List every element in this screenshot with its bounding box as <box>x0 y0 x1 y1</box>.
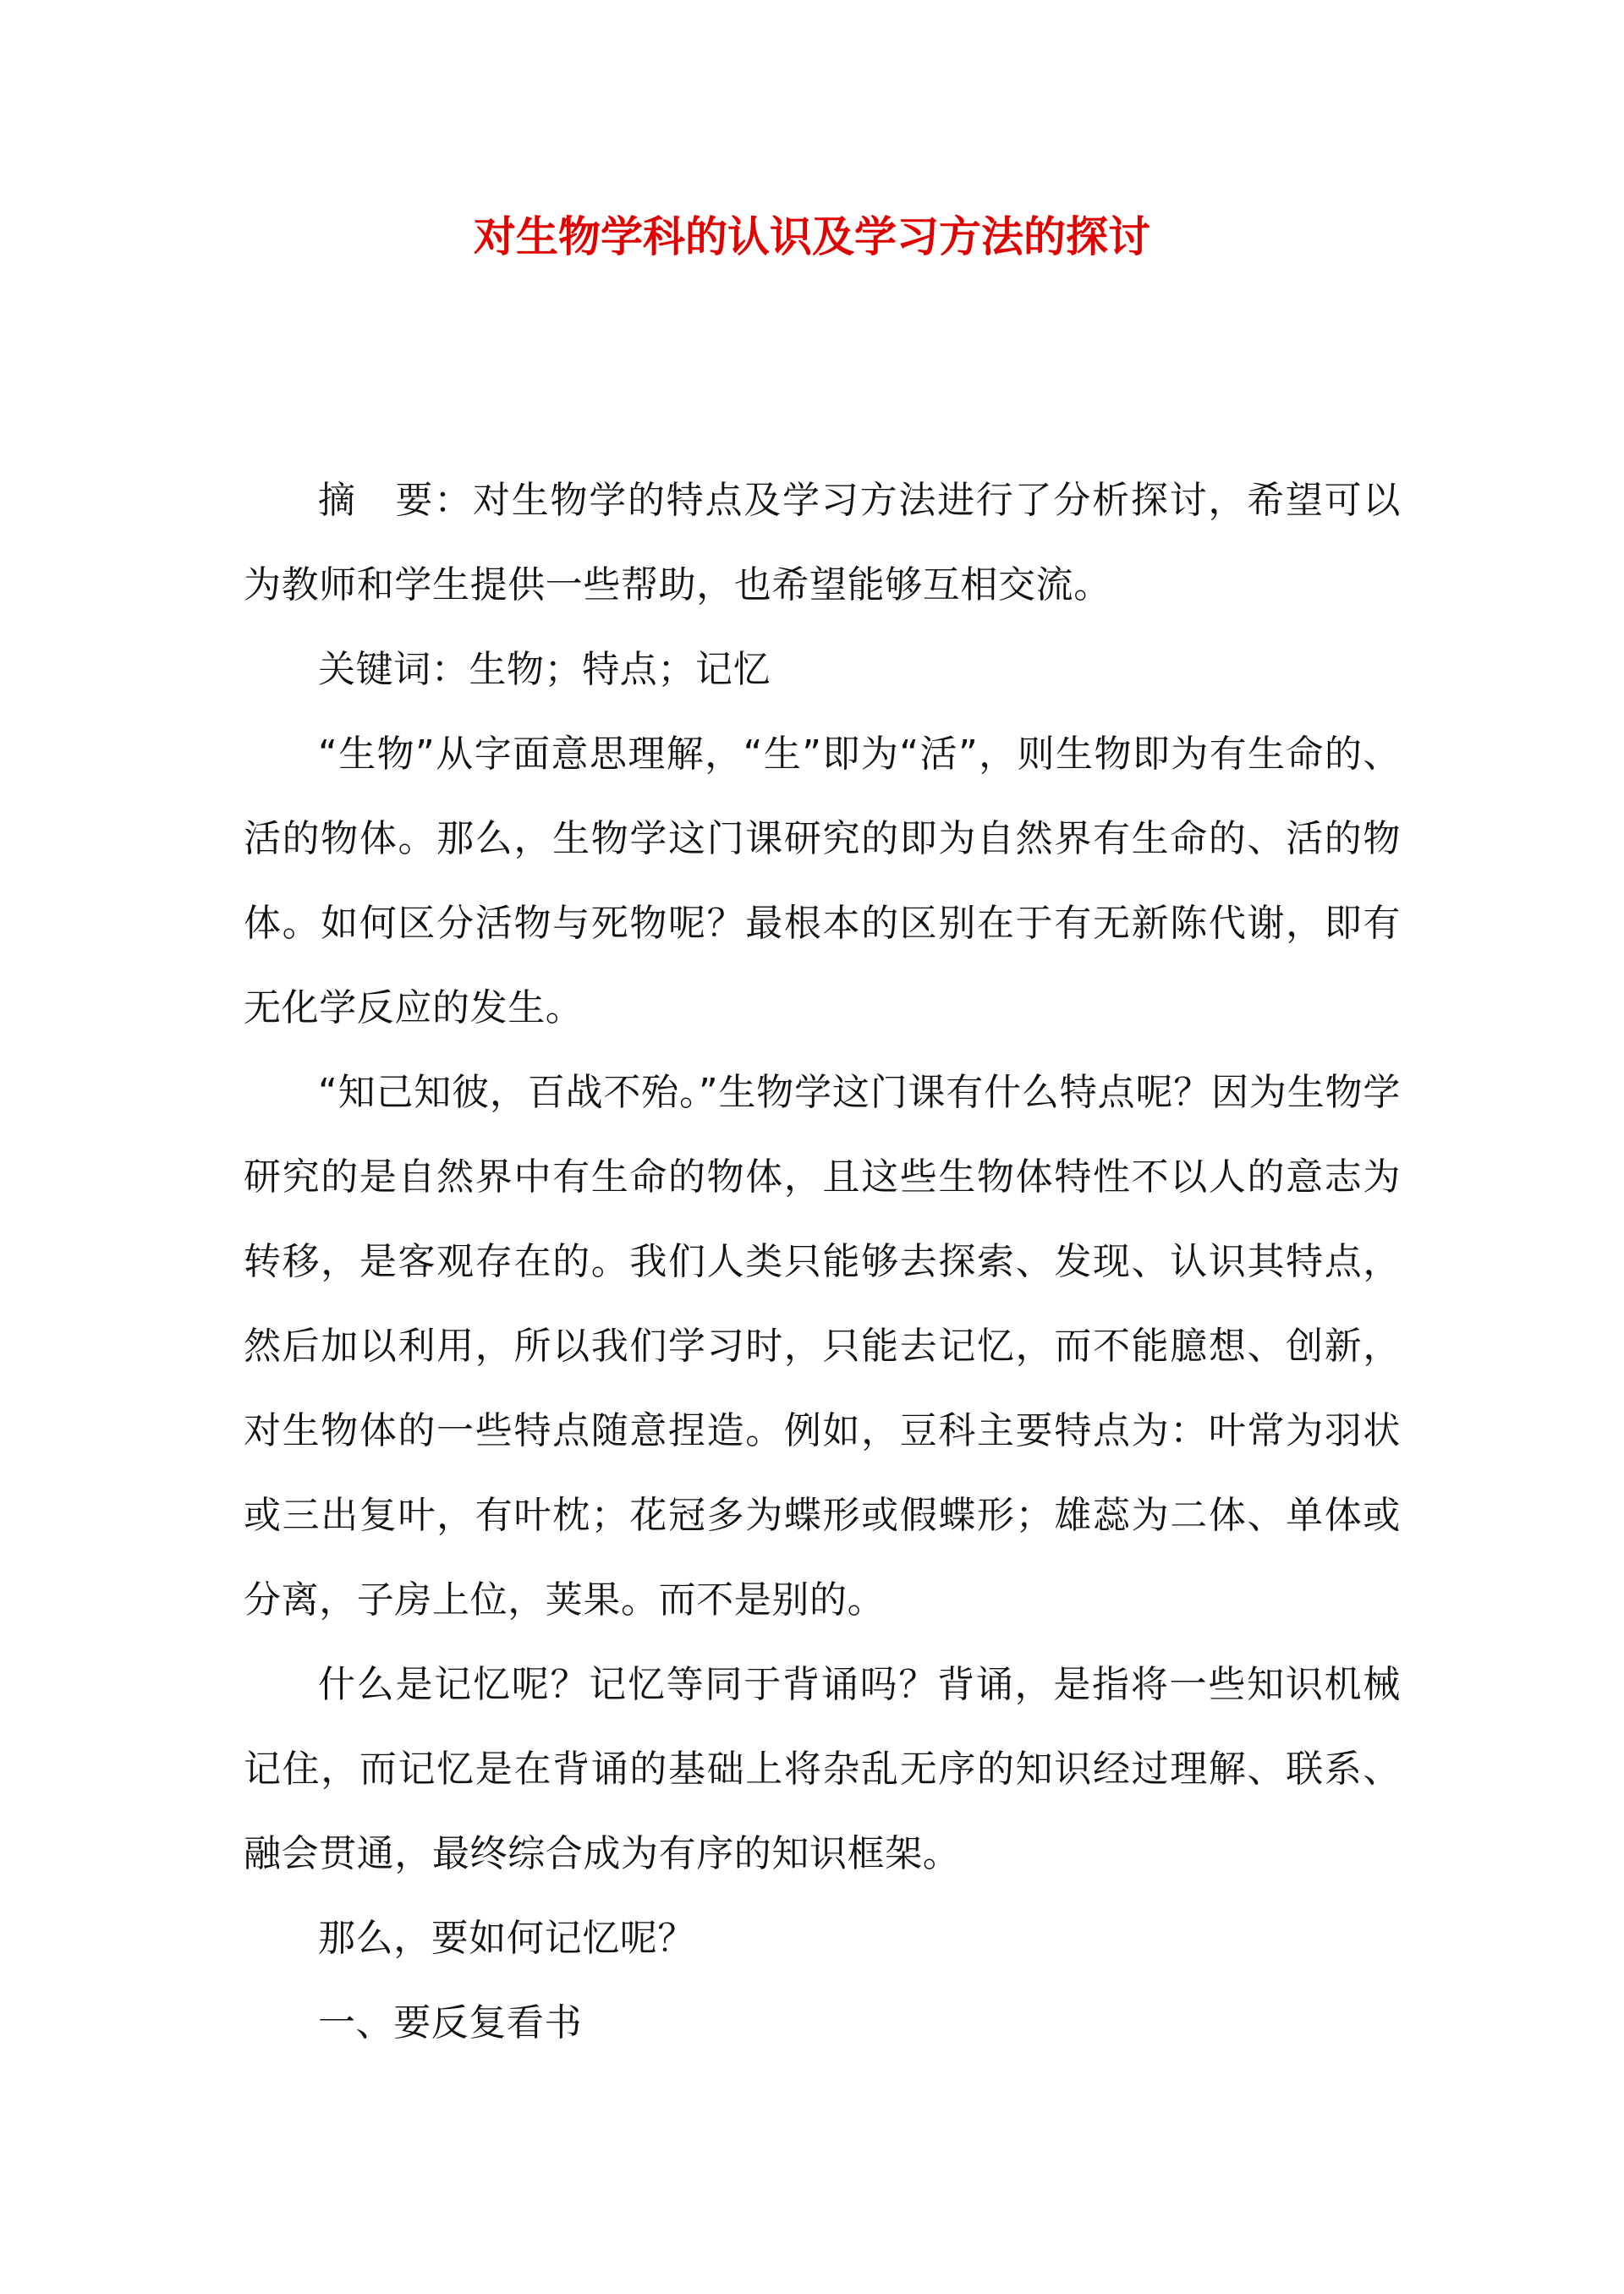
keywords-paragraph: 关键词：生物；特点；记忆 <box>318 648 771 691</box>
body-paragraph: “知己知彼，百战不殆。”生物学这门课有什么特点呢？因为生物学研究的是自然界中有生命的物体，且这些生物体特性不以人的意志为转移，是客观存在的。我们人类只能够去探索、发现、认识其特点，然后加以利用，所以我们学习时，只能去记忆，而不能臆想、创新，对生物体的一些特点随意捏造。例如，豆科主要特点为：叶常为羽状或三出复叶，有叶枕；花冠多为蝶形或假蝶形；雄蕊为二体、单体或分离，子房上位，荚果。而不是别的。 <box>244 1071 1401 1622</box>
body-paragraph: 什么是记忆呢？记忆等同于背诵吗？背诵，是指将一些知识机械记住，而记忆是在背诵的基础上将杂乱无序的知识经过理解、联系、融会贯通，最终综合成为有序的知识框架。 <box>244 1663 1401 1875</box>
document-title: 对生物学科的认识及学习方法的探讨 <box>474 211 1150 261</box>
body-paragraph: 那么，要如何记忆呢？ <box>318 1917 695 1960</box>
body-paragraph: “生物”从字面意思理解，“生”即为“活”，则生物即为有生命的、活的物体。那么，生物学这门课研究的即为自然界有生命的、活的物体。如何区分活物与死物呢？最根本的区别在于有无新陈代谢，即有无化学反应的发生。 <box>244 733 1401 1029</box>
document-body <box>244 458 1401 2066</box>
abstract-paragraph: 摘 要：对生物学的特点及学习方法进行了分析探讨，希望可以为教师和学生提供一些帮助，也希望能够互相交流。 <box>244 479 1401 606</box>
section-heading: 一、要反复看书 <box>318 2001 583 2044</box>
